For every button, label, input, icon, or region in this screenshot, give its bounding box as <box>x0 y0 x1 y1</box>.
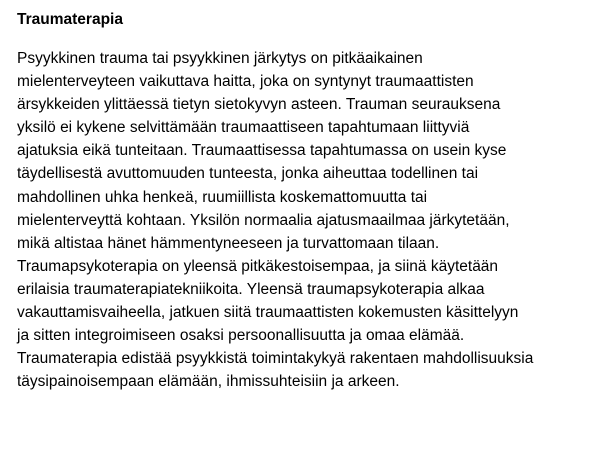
paragraph-line: Traumaterapia edistää psyykkistä toimintakykyä rakentaen mahdollisuuksia <box>17 350 534 368</box>
paragraph-line: Psyykkinen trauma tai psyykkinen järkytys on pitkäaikainen <box>17 50 423 67</box>
paragraph-line: vakauttamisvaiheella, jatkuen siitä traumaattisten kokemusten käsittelyyn <box>17 304 519 322</box>
paragraph-line: mikä altistaa hänet hämmentyneeseen ja turvattomaan tilaan. <box>17 234 440 252</box>
paragraph-line: ja sitten integroimiseen osaksi persoonallisuutta ja omaa elämää. <box>17 327 465 345</box>
paragraph-line: erilaisia traumaterapiatekniikoita. Yleensä traumapsykoterapia alkaa <box>17 280 485 298</box>
paragraph-line: ärsykkeiden ylittäessä tietyn sietokyvyn asteen. Trauman seurauksena <box>17 96 501 114</box>
paragraph-line: ajatuksia eikä tunteitaan. Traumaattisessa tapahtumassa on usein kyse <box>17 142 507 160</box>
body-paragraph <box>17 47 607 393</box>
paragraph-line: mahdollinen uhka henkeä, ruumiillista koskemattomuutta tai <box>17 188 428 206</box>
paragraph-line: täydellisestä avuttomuuden tunteesta, jonka aiheuttaa todellinen tai <box>17 165 479 183</box>
document-title: Traumaterapia <box>17 11 123 28</box>
paragraph-line: mielenterveyttä kohtaan. Yksilön normaalia ajatusmaailmaa järkytetään, <box>17 211 510 229</box>
paragraph-line: mielenterveyteen vaikuttava haitta, joka on syntynyt traumaattisten <box>17 73 474 91</box>
paragraph-line: Traumapsykoterapia on yleensä pitkäkestoisempaa, ja siinä käytetään <box>17 257 499 275</box>
paragraph-line: täysipainoisempaan elämään, ihmissuhteisiin ja arkeen. <box>17 373 400 391</box>
document <box>17 10 607 393</box>
paragraph-line: yksilö ei kykene selvittämään traumaattiseen tapahtumaan liittyviä <box>17 119 470 137</box>
